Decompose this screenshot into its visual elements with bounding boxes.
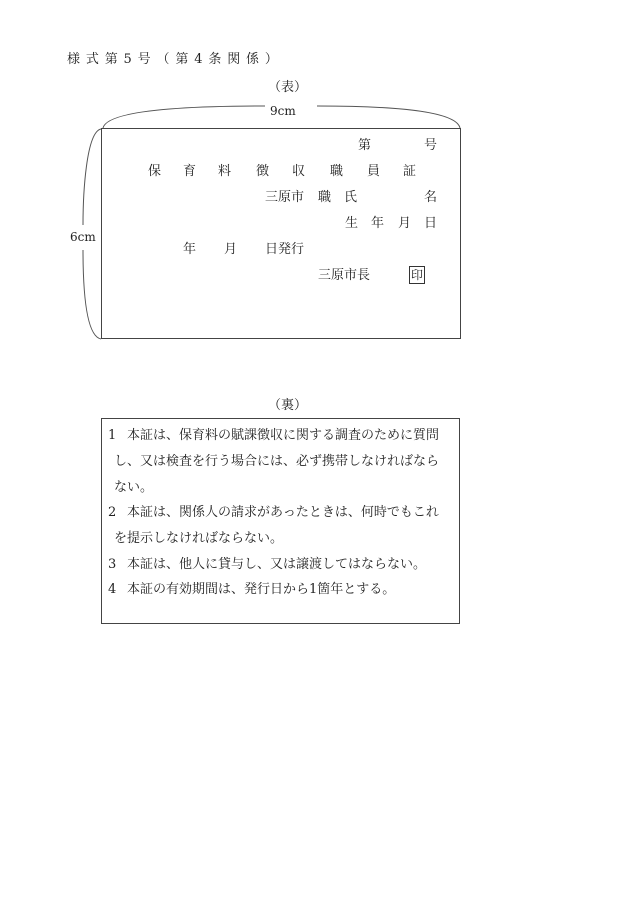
- title-char: 徴: [256, 164, 270, 179]
- birth-char: 年: [371, 216, 385, 231]
- item-number: 1: [108, 428, 117, 443]
- item-line: を提示しなければならない。: [114, 531, 284, 546]
- item-line: ない。: [114, 480, 154, 495]
- title-char: 育: [183, 164, 197, 179]
- number-suffix: 号: [424, 138, 438, 153]
- front-label: （表）: [268, 80, 308, 95]
- title-char: 証: [403, 164, 417, 179]
- card-front: [101, 128, 461, 339]
- item-line: 本証の有効期間は、発行日から1箇年とする。: [127, 582, 396, 597]
- item-line: 本証は、保育料の賦課徴収に関する調査のために質問: [127, 428, 440, 443]
- height-brace: [83, 129, 101, 225]
- title-char: 職: [330, 164, 344, 179]
- width-brace: [317, 106, 460, 128]
- title-char: 料: [218, 164, 232, 179]
- back-label: （裏）: [268, 398, 308, 413]
- issue-month: 月: [224, 242, 238, 257]
- position: 職: [318, 190, 332, 205]
- issuer: 三原市長: [318, 268, 371, 283]
- issue-year: 年: [183, 242, 197, 257]
- form-title: 様式第5号（第4条関係）: [67, 52, 284, 67]
- width-label: 9cm: [270, 104, 296, 118]
- item-line: し、又は検査を行う場合には、必ず携帯しなければなら: [114, 454, 440, 469]
- birth-char: 日: [424, 216, 438, 231]
- affiliation: 三原市: [265, 190, 305, 205]
- birth-char: 月: [398, 216, 412, 231]
- number-prefix: 第: [358, 138, 372, 153]
- name-prefix: 氏: [344, 190, 358, 205]
- title-char: 収: [292, 164, 306, 179]
- width-brace: [103, 106, 265, 128]
- item-number: 4: [108, 582, 117, 597]
- title-char: 保: [148, 164, 162, 179]
- item-number: 3: [108, 557, 117, 572]
- title-char: 員: [367, 164, 381, 179]
- name-suffix: 名: [424, 190, 438, 205]
- seal-box: 印: [410, 268, 423, 282]
- birth-char: 生: [345, 216, 359, 231]
- item-line: 本証は、他人に貸与し、又は譲渡してはならない。: [127, 557, 427, 572]
- height-label: 6cm: [70, 230, 96, 244]
- item-line: 本証は、関係人の請求があったときは、何時でもこれ: [127, 505, 439, 520]
- height-brace: [83, 250, 101, 339]
- issue-day: 日発行: [265, 242, 305, 257]
- item-number: 2: [108, 505, 117, 520]
